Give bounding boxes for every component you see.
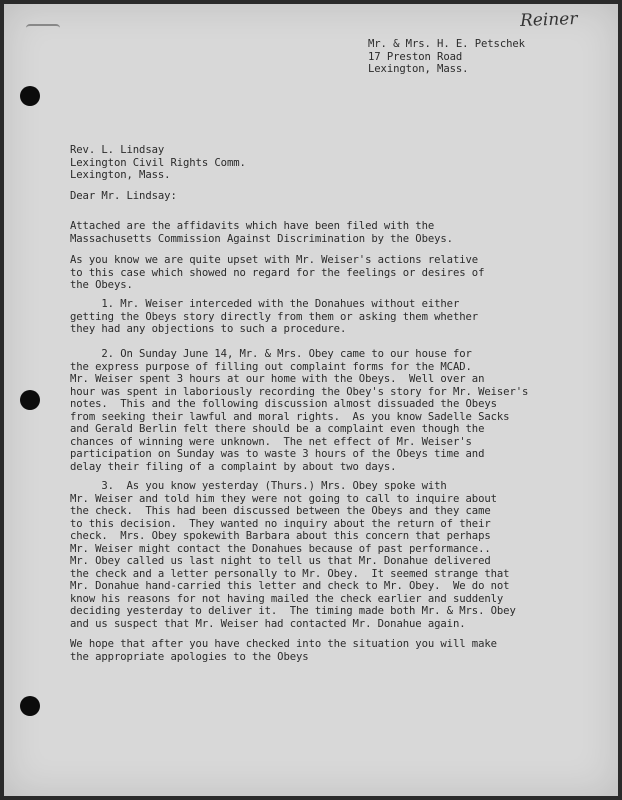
- sender-line: Mr. & Mrs. H. E. Petschek: [368, 38, 525, 50]
- paragraph-line: Massachusetts Commission Against Discrimination by the Obeys.: [70, 232, 453, 245]
- paragraph-line: check. Mrs. Obey spokewith Barbara about this concern that perhaps: [70, 530, 491, 542]
- paragraph-intro: [70, 220, 453, 245]
- punch-hole-bottom: [20, 696, 40, 716]
- paragraph-line: the express purpose of filling out complaint forms for the MCAD.: [70, 360, 472, 373]
- paragraph-point-1: [70, 298, 478, 336]
- paragraph-line: the check and a letter personally to Mr. Obey. It seemed strange that: [70, 567, 510, 580]
- handwritten-annotation: Reiner: [519, 9, 578, 31]
- paragraph-line: As you know we are quite upset with Mr. Weiser's actions relative: [70, 254, 479, 266]
- paragraph-line: 2. On Sunday June 14, Mr. & Mrs. Obey came to our house for: [101, 348, 472, 360]
- paragraph-line: the appropriate apologies to the Obeys: [70, 650, 309, 663]
- paragraph-line: the Obeys.: [70, 279, 133, 291]
- paragraph-line: the check. This had been discussed between the Obeys and they came: [70, 505, 491, 517]
- paragraph-line: Mr. Weiser spent 3 hours at our home with the Obeys. Well over an: [70, 373, 485, 385]
- paragraph-line: 3. As you know yesterday (Thurs.) Mrs. Obey spoke with: [101, 480, 447, 492]
- paragraph-point-3: [70, 480, 516, 630]
- paragraph-line: Mr. Donahue hand-carried this letter and check to Mr. Obey. We do not: [70, 580, 510, 592]
- paragraph-line: to this case which showed no regard for the feelings or desires of: [70, 266, 485, 279]
- paragraph-concern: [70, 254, 484, 292]
- sender-address: [368, 38, 525, 76]
- salutation: Dear Mr. Lindsay:: [70, 190, 177, 202]
- paragraph-line: Mr. Weiser might contact the Donahues because of past performance..: [70, 542, 491, 555]
- paragraph-line: know his reasons for not having mailed the check earlier and suddenly: [70, 592, 504, 605]
- paragraph-line: chances of winning were unknown. The net effect of Mr. Weiser's: [70, 435, 472, 448]
- sender-line: Lexington, Mass.: [368, 63, 469, 75]
- paragraph-line: hour was spent in laboriously recording the Obey's story for Mr. Weiser's: [70, 385, 529, 398]
- punch-hole-top: [20, 86, 40, 106]
- paragraph-line: delay their filing of a complaint by about two days.: [70, 460, 397, 473]
- recipient-address: [70, 144, 246, 182]
- paragraph-line: and us suspect that Mr. Weiser had contacted Mr. Donahue again.: [70, 617, 466, 630]
- paragraph-closing: [70, 638, 497, 663]
- paragraph-line: deciding yesterday to deliver it. The timing made both Mr. & Mrs. Obey: [70, 605, 516, 617]
- paragraph-line: to this decision. They wanted no inquiry about the return of their: [70, 517, 491, 530]
- paragraph-line: Attached are the affidavits which have been filed with the: [70, 220, 435, 232]
- paragraph-line: participation on Sunday was to waste 3 hours of the Obeys time and: [70, 448, 485, 460]
- paragraph-line: and Gerald Berlin felt there should be a complaint even though the: [70, 423, 485, 435]
- paragraph-line: Mr. Obey called us last night to tell us that Mr. Donahue delivered: [70, 555, 491, 567]
- recipient-line: Lexington, Mass.: [70, 169, 171, 181]
- punch-hole-middle: [20, 390, 40, 410]
- paragraph-line: notes. This and the following discussion almost dissuaded the Obeys: [70, 398, 497, 410]
- paragraph-line: from seeking their lawful and moral rights. As you know Sadelle Sacks: [70, 410, 510, 423]
- paragraph-line: We hope that after you have checked into the situation you will make: [70, 638, 497, 650]
- staple-mark: [26, 24, 60, 34]
- paragraph-line: Mr. Weiser and told him they were not going to call to inquire about: [70, 492, 497, 505]
- paragraph-point-2: [70, 348, 528, 473]
- paragraph-line: 1. Mr. Weiser interceded with the Donahues without either: [101, 298, 460, 310]
- paragraph-line: they had any objections to such a procedure.: [70, 323, 347, 335]
- paragraph-line: getting the Obeys story directly from them or asking them whether: [70, 310, 479, 323]
- recipient-line: Rev. L. Lindsay: [70, 144, 165, 156]
- recipient-line: Lexington Civil Rights Comm.: [70, 156, 246, 169]
- sender-line: 17 Preston Road: [368, 50, 463, 63]
